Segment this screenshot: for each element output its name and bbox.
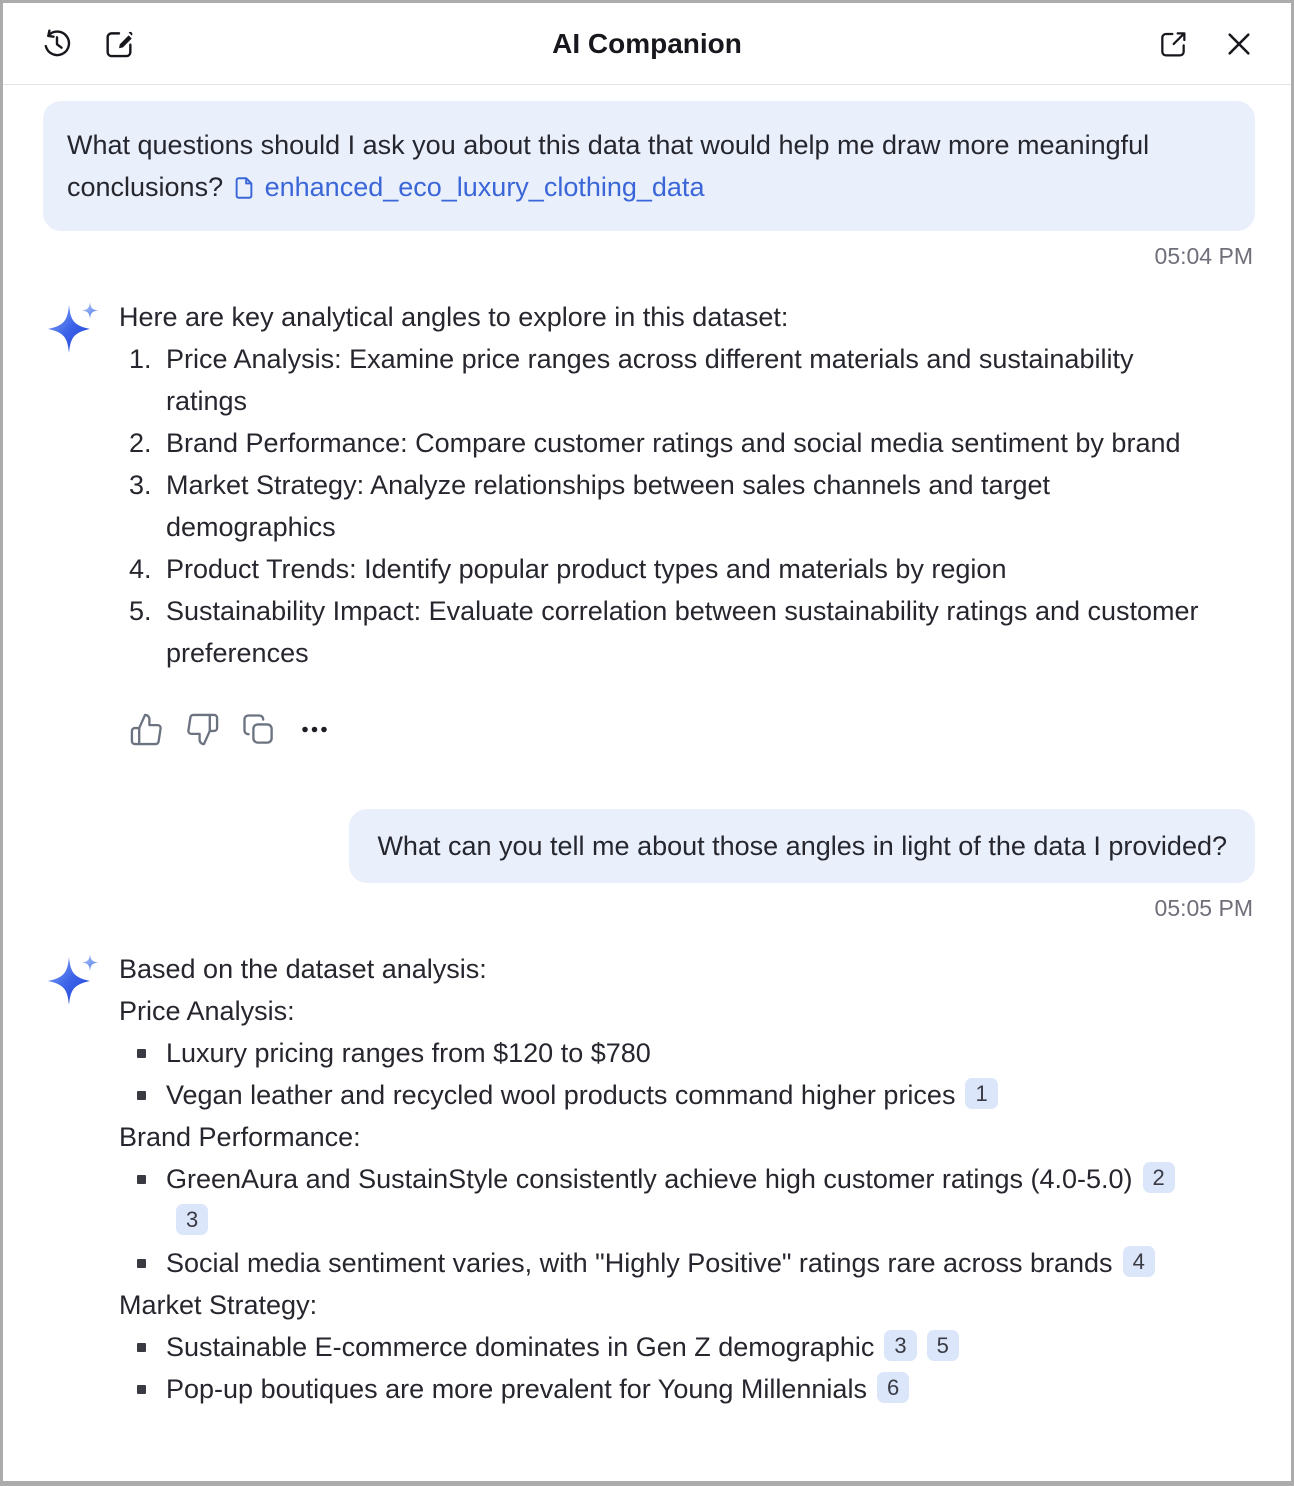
panel-title: AI Companion [552,27,742,59]
list-item [119,1032,1255,1074]
assistant-intro-text: Based on the dataset analysis: [119,954,487,984]
bullet-text: GreenAura and SustainStyle consistently achieve high customer ratings (4.0-5.0) [166,1164,1133,1194]
list-item [119,1074,1255,1116]
bullet-text: Social media sentiment varies, with "Highly Positive" ratings rare across brands [166,1248,1113,1278]
thumbs-down-button[interactable] [185,712,220,747]
list-number: 2. [129,428,152,458]
citation-badge[interactable]: 3 [176,1204,208,1235]
ai-sparkle-icon [43,952,103,1008]
list-item-text: Market Strategy: Analyze relationships between sales channels and target demographics [166,470,1051,542]
list-item [119,1242,1255,1284]
list-item [119,338,1255,422]
citation-badge[interactable]: 2 [1143,1162,1175,1193]
section-bullet-list [119,1032,1255,1116]
list-item [119,1326,1255,1368]
more-options-button[interactable] [297,712,332,747]
close-icon [1223,28,1255,60]
section-bullet-list [119,1326,1255,1410]
list-number: 3. [129,470,152,500]
list-item-text: Product Trends: Identify popular product types and materials by region [166,554,1007,584]
message-actions [129,712,1255,747]
copy-icon [241,712,276,747]
close-button[interactable] [1221,26,1257,62]
list-item-text: Sustainability Impact: Evaluate correlation between sustainability ratings and customer preferences [166,596,1199,668]
list-item [119,422,1255,464]
user-message-text: What questions should I ask you about this data that would help me draw more meaningful conclusions? [67,130,1150,202]
message-timestamp: 05:04 PM [1154,243,1253,269]
panel-header [3,3,1291,85]
history-icon [40,27,74,61]
list-item [119,1158,1255,1242]
list-item [119,590,1255,674]
document-icon [231,175,257,201]
bullet-text: Sustainable E-commerce dominates in Gen Z demographic [166,1332,875,1362]
assistant-message [43,948,1255,1410]
citation-badge[interactable]: 1 [965,1078,997,1109]
list-item [119,1368,1255,1410]
bullet-text: Vegan leather and recycled wool products command higher prices [166,1080,956,1110]
list-item-text: Brand Performance: Compare customer ratings and social media sentiment by brand [166,428,1181,458]
thumbs-down-icon [185,712,220,747]
history-button[interactable] [39,26,75,62]
header-left-actions [39,26,137,62]
new-chat-button[interactable] [101,26,137,62]
list-number: 4. [129,554,152,584]
bullet-text: Pop-up boutiques are more prevalent for Young Millennials [166,1374,867,1404]
message-timestamp: 05:05 PM [1154,895,1253,921]
section-heading: Market Strategy: [119,1290,318,1320]
thumbs-up-icon [129,712,164,747]
bullet-marker [137,1385,146,1394]
ai-sparkle-icon [43,300,103,356]
chat-scroll-area[interactable] [3,85,1291,1410]
thumbs-up-button[interactable] [129,712,164,747]
bullet-marker [137,1175,146,1184]
more-options-icon [297,712,332,747]
citation-badge[interactable]: 4 [1123,1246,1155,1277]
bullet-text: Luxury pricing ranges from $120 to $780 [166,1038,651,1068]
list-item [119,548,1255,590]
assistant-intro-text: Here are key analytical angles to explore in this dataset: [119,302,789,332]
section-heading: Price Analysis: [119,996,295,1026]
ai-companion-avatar [43,296,119,747]
bullet-marker [137,1049,146,1058]
open-in-new-window-button[interactable] [1155,26,1191,62]
section-heading: Brand Performance: [119,1122,361,1152]
file-attachment-link[interactable] [231,166,705,208]
bullet-marker [137,1091,146,1100]
bullet-marker [137,1259,146,1268]
list-item-text: Price Analysis: Examine price ranges across different materials and sustainability ratings [166,344,1134,416]
list-item [119,464,1255,548]
bullet-marker [137,1343,146,1352]
user-message-bubble [43,101,1255,231]
file-attachment-name: enhanced_eco_luxury_clothing_data [264,172,705,202]
citation-badge[interactable]: 6 [877,1372,909,1403]
copy-button[interactable] [241,712,276,747]
section-bullet-list [119,1158,1255,1284]
list-number: 1. [129,344,152,374]
ai-companion-avatar [43,948,119,1410]
user-message-text: What can you tell me about those angles in light of the data I provided? [377,831,1227,861]
user-message-bubble [349,809,1255,883]
citation-badge[interactable]: 3 [884,1330,916,1361]
assistant-message [43,296,1255,747]
citation-badge[interactable]: 5 [927,1330,959,1361]
new-chat-compose-icon [102,27,136,61]
analytical-angles-list [119,338,1255,674]
list-number: 5. [129,596,152,626]
header-right-actions [1155,26,1257,62]
open-in-new-window-icon [1157,28,1189,60]
